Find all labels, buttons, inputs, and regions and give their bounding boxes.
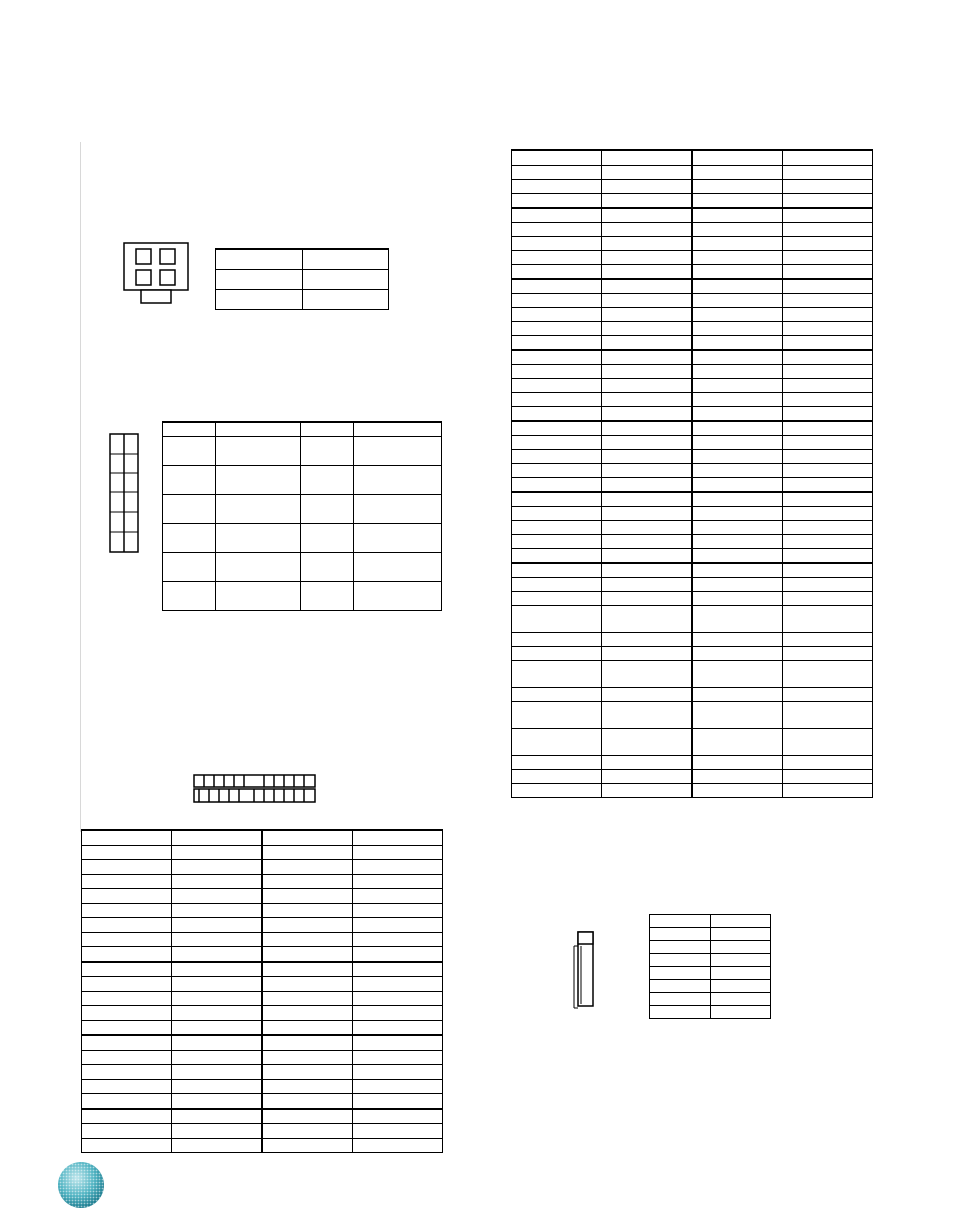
header-pinout-table — [81, 829, 443, 1153]
left-divider — [80, 142, 81, 832]
power-4pin-connector-icon — [123, 242, 190, 304]
small-header-table — [649, 914, 771, 1019]
power-4pin-table — [215, 248, 389, 310]
globe-logo-icon — [56, 1160, 106, 1210]
right-pinout-table — [511, 149, 873, 798]
12-pin-connector-icon — [109, 432, 141, 554]
dual-row-header-icon — [193, 773, 317, 804]
power-12pin-table — [162, 421, 442, 611]
vertical-header-icon — [570, 930, 596, 1010]
